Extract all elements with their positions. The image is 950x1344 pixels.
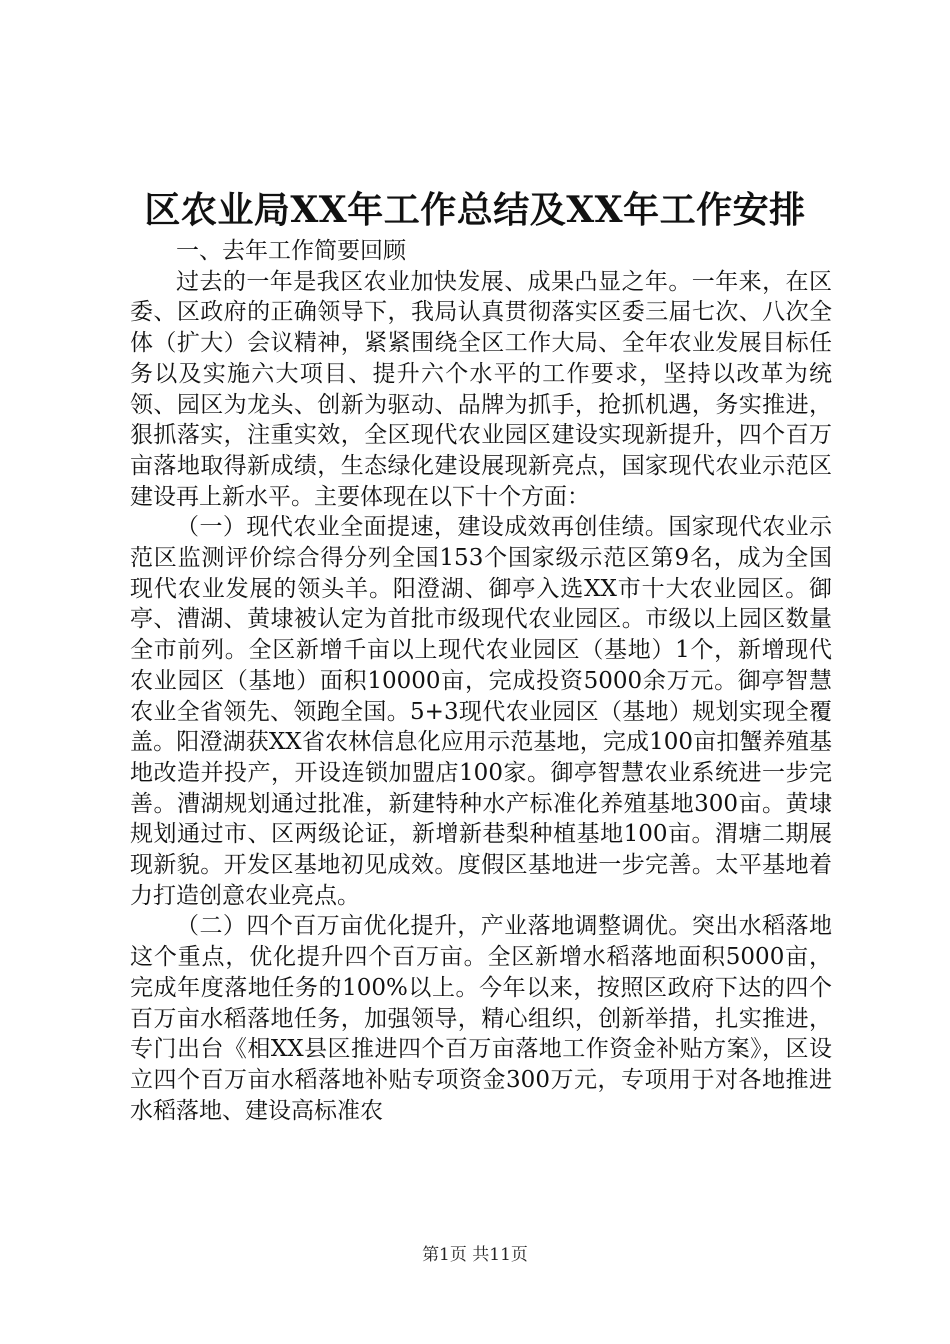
- page-footer: 第1页 共11页: [422, 1245, 528, 1265]
- document-title: 区农业局XX年工作总结及XX年工作安排: [144, 189, 806, 231]
- paragraph: 过去的一年是我区农业加快发展、成果凸显之年。一年来，在区委、区政府的正确领导下，我局认真贯彻落实区委三届七次、八次全体（扩大）会议精神，紧紧围绕全区工作大局、全年农业发展目标任务以及实施六大项目、提升六个水平的工作要求，坚持以改革为统领、园区为龙头、创新为驱动、品牌为抓手，抢抓机遇，务实推进，狠抓落实，注重实效，全区现代农业园区建设实现新提升，四个百万亩落地取得新成绩，生态绿化建设展现新亮点，国家现代农业示范区建设再上新水平。主要体现在以下十个方面：: [130, 268, 832, 510]
- section-heading: 一、去年工作简要回顾: [176, 238, 406, 264]
- paragraph: （一）现代农业全面提速，建设成效再创佳绩。国家现代农业示范区监测评价综合得分列全国153个国家级示范区第9名，成为全国现代农业发展的领头羊。阳澄湖、御亭入选XX市十大农业园区。御亭、漕湖、黄埭被认定为首批市级现代农业园区。市级以上园区数量全市前列。全区新增千亩以上现代农业园区（基地）1个，新增现代农业园区（基地）面积10000亩，完成投资5000余万元。御亭智慧农业全省领先、领跑全国。5+3现代农业园区（基地）规划实现全覆盖。阳澄湖获XX省农林信息化应用示范基地，完成100亩扣蟹养殖基地改造并投产，开设连锁加盟店100家。御亭智慧农业系统进一步完善。漕湖规划通过批准，新建特种水产标准化养殖基地300亩。黄埭规划通过市、区两级论证，新增新巷梨种植基地100亩。渭塘二期展现新貌。开发区基地初见成效。度假区基地进一步完善。太平基地着力打造创意农业亮点。: [130, 514, 832, 909]
- document-body: [130, 236, 832, 1126]
- paragraph: （二）四个百万亩优化提升，产业落地调整调优。突出水稻落地这个重点，优化提升四个百万亩。全区新增水稻落地面积5000亩，完成年度落地任务的100%以上。今年以来，按照区政府下达的四个百万亩水稻落地任务，加强领导，精心组织，创新举措，扎实推进，专门出台《相XX县区推进四个百万亩落地工作资金补贴方案》，区设立四个百万亩水稻落地补贴专项资金300万元，专项用于对各地推进水稻落地、建设高标准农: [130, 913, 832, 1124]
